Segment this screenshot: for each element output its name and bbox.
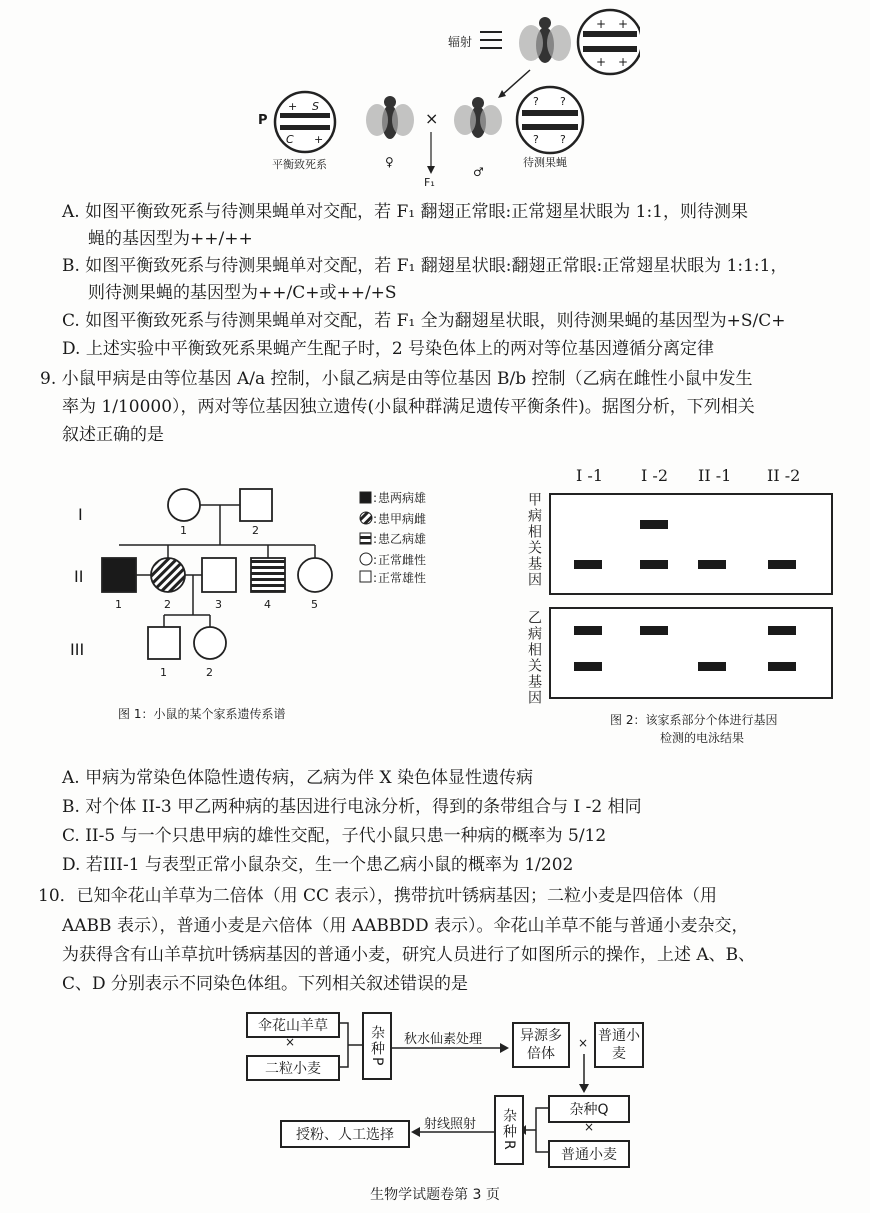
svg-text:+: + <box>314 133 324 146</box>
gel-panel-a <box>550 494 832 594</box>
box-hybrid-q: 杂种Q <box>548 1095 630 1123</box>
II-2-disease-a-female <box>151 558 185 592</box>
fruitfly-cross-figure <box>240 0 640 190</box>
q8-option-b-line1: B. 如图平衡致死系与待测果蝇单对交配，若 F₁ 翻翅星状眼:翻翅正常眼:正常翅星状眼为 1:1:1， <box>62 256 788 276</box>
q8-option-d: D. 上述实验中平衡致死系果蝇产生配子时，2 号染色体上的两对等位基因遵循分离定律 <box>62 339 715 359</box>
radiation-label: 辐射 <box>448 35 473 49</box>
svg-text:患甲病雌: 患甲病雌 <box>378 512 427 526</box>
band-b-I2-high <box>640 626 668 635</box>
chromosome-balanced-icon <box>275 92 335 152</box>
gel-panel-b <box>550 608 832 698</box>
q9-option-d: D. 若III-1 与表型正常小鼠杂交，生一个患乙病小鼠的概率为 1/202 <box>62 855 574 875</box>
III-1-normal-male <box>148 627 180 659</box>
II-5-normal-female <box>298 558 332 592</box>
gel-col-1: I -1 <box>576 466 603 485</box>
q9-option-b: B. 对个体 II-3 甲乙两种病的基因进行电泳分析，得到的条带组合与 I -2 相同 <box>62 797 642 817</box>
svg-text:4: 4 <box>264 598 271 611</box>
q8-option-a-line1: A. 如图平衡致死系与待测果蝇单对交配，若 F₁ 翻翅正常眼:正常翅星状眼为 1:1，则待测果 <box>62 202 748 222</box>
svg-text:1: 1 <box>160 666 167 679</box>
gen-II-label: II <box>74 567 84 586</box>
box-aegilops: 伞花山羊草 <box>246 1012 340 1038</box>
box-hybrid-r: 杂种R <box>494 1095 524 1165</box>
band-a-II2-low <box>768 560 796 569</box>
male-symbol: ♂ <box>473 165 484 179</box>
chromosome-tested-icon <box>517 87 583 153</box>
svg-text:患两病雄: 患两病雄 <box>378 491 427 505</box>
tested-label: 待测果蝇 <box>523 156 567 169</box>
gel-col-2: I -2 <box>641 466 668 485</box>
arrow2-label: 射线照射 <box>424 1117 477 1132</box>
svg-text::: : <box>373 532 378 546</box>
II-3-normal-male <box>202 558 236 592</box>
III-2-normal-female <box>194 627 226 659</box>
svg-text:2: 2 <box>206 666 213 679</box>
p-label: P <box>258 113 268 128</box>
band-b-I1-low <box>574 662 602 671</box>
svg-text::: : <box>373 491 378 505</box>
arrow-2 <box>410 1126 494 1138</box>
fly-female-icon <box>366 96 414 139</box>
q10-stem-line1: 10．已知伞花山羊草为二倍体（用 CC 表示），携带抗叶锈病基因；二粒小麦是四倍体（用 <box>38 886 717 906</box>
svg-text:+: + <box>596 55 607 69</box>
svg-text:+: + <box>618 17 629 31</box>
svg-text:?: ? <box>533 95 539 108</box>
svg-text:+: + <box>288 100 298 113</box>
band-b-II2-high <box>768 626 796 635</box>
chromosome-top-icon <box>578 10 640 74</box>
box-hybrid-p: 杂种P <box>362 1012 392 1080</box>
box-common-wheat-1: 普通小麦 <box>594 1022 644 1068</box>
q9-option-a: A. 甲病为常染色体隐性遗传病，乙病为伴 X 染色体显性遗传病 <box>62 768 533 788</box>
q9-stem-line1: 9. 小鼠甲病是由等位基因 A/a 控制，小鼠乙病是由等位基因 B/b 控制（乙病在雌性小鼠中发生 <box>40 369 753 389</box>
svg-text:1: 1 <box>115 598 122 611</box>
svg-text:?: ? <box>560 95 566 108</box>
gen-I-label: I <box>78 505 83 524</box>
gen-III-label: III <box>70 640 85 659</box>
svg-text:?: ? <box>533 133 539 146</box>
cross-symbol: × <box>425 109 439 128</box>
band-a-II1-low <box>698 560 726 569</box>
q10-stem-line2: AABB 表示），普通小麦是六倍体（用 AABBDD 表示）。伞花山羊草不能与普通小麦杂交， <box>62 916 749 936</box>
fly-male-icon <box>454 97 502 138</box>
svg-text:5: 5 <box>311 598 318 611</box>
band-b-I1-high <box>574 626 602 635</box>
q8-option-a-line2: 蝇的基因型为++/++ <box>88 229 253 249</box>
gel-figure <box>548 492 838 702</box>
svg-text:S: S <box>312 100 319 113</box>
band-b-II2-low <box>768 662 796 671</box>
svg-text::: : <box>373 512 378 526</box>
f1-label: F₁ <box>424 176 435 189</box>
arrow-down <box>578 1054 590 1094</box>
svg-text:患乙病雄: 患乙病雄 <box>378 532 427 546</box>
svg-text:+: + <box>618 55 629 69</box>
legend-normal-male-icon <box>360 571 371 582</box>
q10-stem-line4: C、D 分别表示不同染色体组。下列相关叙述错误的是 <box>62 974 469 994</box>
female-symbol: ♀ <box>385 155 394 169</box>
cross-symbol-1: × <box>285 1035 296 1049</box>
band-a-I2-low <box>640 560 668 569</box>
fly-top-icon <box>519 17 571 63</box>
II-1-both-diseases-male <box>102 558 136 592</box>
q9-option-c: C. II-5 与一个只患甲病的雄性交配，子代小鼠只患一种病的概率为 5/12 <box>62 826 607 846</box>
svg-text::: : <box>373 571 378 585</box>
box-pollination-selection: 授粉、人工选择 <box>280 1120 410 1148</box>
bracket-2 <box>520 1105 548 1155</box>
I-1-normal-female <box>168 489 200 521</box>
balanced-label: 平衡致死系 <box>272 158 327 171</box>
svg-text:+: + <box>596 17 607 31</box>
box-common-wheat-2: 普通小麦 <box>548 1140 630 1168</box>
svg-text:C: C <box>286 133 294 146</box>
I-2-normal-male <box>240 489 272 521</box>
q8-option-c: C. 如图平衡致死系与待测果蝇单对交配，若 F₁ 全为翻翅星状眼，则待测果蝇的基因型为+S/C+ <box>62 311 786 331</box>
fig2-caption-line1: 图 2：该家系部分个体进行基因 <box>610 713 778 727</box>
box-emmer: 二粒小麦 <box>246 1055 340 1081</box>
fig1-caption: 图 1：小鼠的某个家系遗传系谱 <box>118 707 286 721</box>
legend-b-icon <box>360 533 371 544</box>
gel-row-1-label: 甲病相关基因 <box>526 492 542 588</box>
svg-text:正常雌性: 正常雌性 <box>378 553 427 567</box>
q9-stem-line3: 叙述正确的是 <box>62 425 164 445</box>
cross-symbol-2: × <box>578 1036 589 1050</box>
band-b-II1-low <box>698 662 726 671</box>
gel-row-2-label: 乙病相关基因 <box>526 610 542 706</box>
q9-stem-line2: 率为 1/10000），两对等位基因独立遗传(小鼠种群满足遗传平衡条件)。据图分析，下列相关 <box>62 397 755 417</box>
svg-text:1: 1 <box>180 524 187 537</box>
band-a-I2-high <box>640 520 668 529</box>
page-footer: 生物学试题卷第 3 页 <box>370 1187 500 1203</box>
arrow1-label: 秋水仙素处理 <box>404 1032 483 1047</box>
q8-option-b-line2: 则待测果蝇的基因型为++/C+或++/+S <box>88 283 397 303</box>
pedigree-figure <box>60 470 460 700</box>
radiation-arrows-icon <box>480 32 502 48</box>
arrow-1 <box>392 1042 510 1054</box>
cross-symbol-3: × <box>584 1120 595 1134</box>
legend-both-icon <box>360 492 371 503</box>
II-4-disease-b-male <box>251 558 285 592</box>
band-a-I1-low <box>574 560 602 569</box>
box-allopolyploid: 异源多倍体 <box>512 1022 570 1068</box>
q10-stem-line3: 为获得含有山羊草抗叶锈病基因的普通小麦，研究人员进行了如图所示的操作，上述 A、B、 <box>62 945 756 965</box>
gel-col-3: II -1 <box>698 466 732 485</box>
fig2-caption-line2: 检测的电泳结果 <box>660 731 745 745</box>
legend-normal-female-icon <box>360 553 372 565</box>
arrow-radiation <box>502 70 530 95</box>
legend-a-icon <box>360 512 372 524</box>
svg-text:3: 3 <box>215 598 222 611</box>
bracket-1 <box>338 1020 364 1070</box>
svg-text:2: 2 <box>164 598 171 611</box>
gel-col-4: II -2 <box>767 466 801 485</box>
svg-text:?: ? <box>560 133 566 146</box>
svg-text:2: 2 <box>252 524 259 537</box>
svg-text::: : <box>373 553 378 567</box>
svg-text:正常雄性: 正常雄性 <box>378 571 427 585</box>
